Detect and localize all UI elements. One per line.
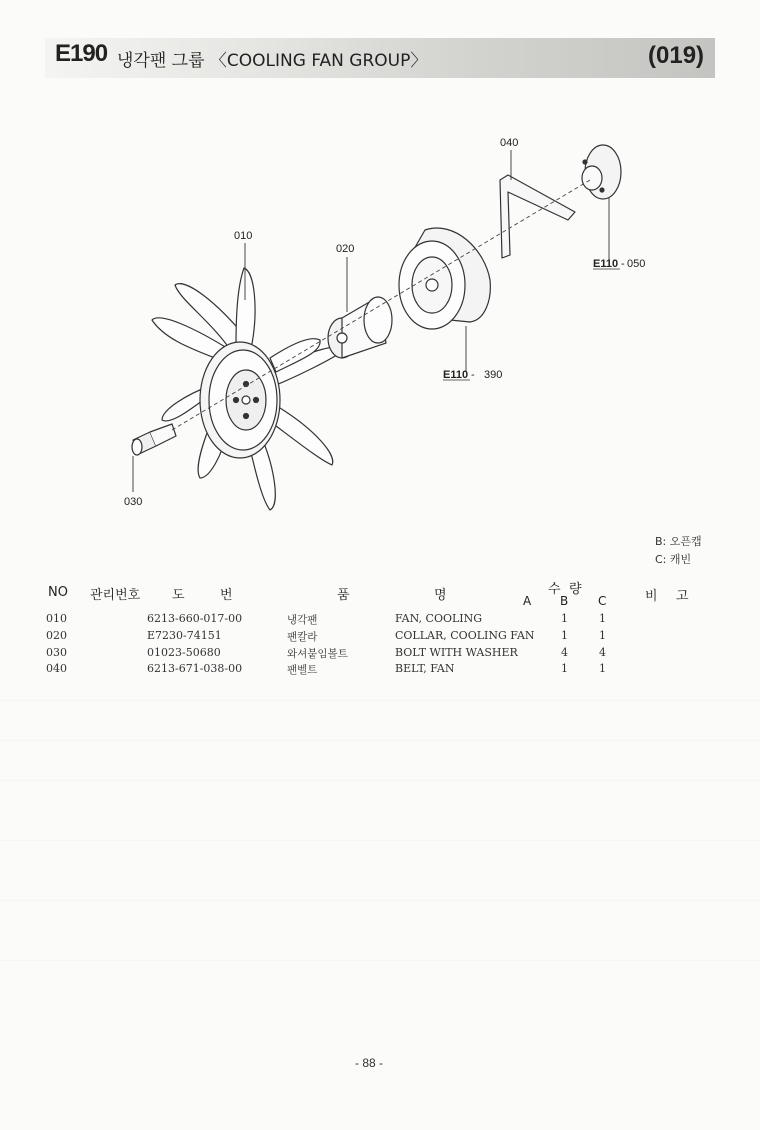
header-remark-1: 비	[645, 589, 658, 604]
row-no: 040	[46, 662, 67, 675]
row-qty-b: 4	[561, 646, 568, 659]
cooling-fan	[152, 268, 345, 510]
callout-ref-pulley-part: E110	[443, 369, 469, 381]
row-name-en: BELT, FAN	[395, 662, 455, 675]
header-qty-1: 수	[548, 582, 561, 597]
cooling-fan-collar	[328, 297, 392, 358]
row-no: 020	[46, 629, 67, 642]
row-name-en: FAN, COOLING	[395, 612, 483, 625]
exploded-parts-diagram	[0, 0, 760, 540]
callout-ref-crank-num: 050	[627, 258, 646, 270]
scan-artifact	[0, 780, 760, 781]
row-name-kr: 팬칼라	[287, 631, 318, 643]
fan-drive-pulley	[399, 228, 490, 329]
row-no: 030	[46, 646, 67, 659]
row-part-number: E7230-74151	[147, 629, 222, 642]
callout-030: 030	[124, 496, 143, 508]
header-col-b: B	[560, 594, 569, 608]
header-remark-2: 고	[676, 589, 689, 604]
callout-010: 010	[234, 230, 253, 242]
scan-artifact	[0, 900, 760, 901]
row-qty-b: 1	[561, 612, 568, 625]
row-name-kr: 냉각팬	[287, 614, 318, 626]
row-part-number: 01023-50680	[147, 646, 221, 659]
scan-artifact	[0, 840, 760, 841]
bolt-with-washer	[132, 424, 176, 455]
callout-ref-crank-part: E110	[593, 258, 619, 270]
header-part-no-1: 도	[172, 588, 185, 603]
header-name-2: 명	[434, 588, 447, 603]
header-qty-2: 량	[569, 582, 582, 597]
scan-artifact	[0, 960, 760, 961]
page-number: - 88 -	[355, 1056, 384, 1070]
note-cabin: C: 캐빈	[655, 553, 692, 566]
callout-ref-pulley-num: 390	[484, 369, 503, 381]
row-qty-c: 1	[599, 612, 606, 625]
crankshaft-pulley	[582, 145, 621, 199]
header-no: NO	[48, 585, 68, 600]
group-title: 냉각팬 그룹 〈COOLING FAN GROUP〉	[117, 51, 428, 71]
header-name-1: 품	[337, 588, 350, 603]
row-part-number: 6213-660-017-00	[147, 612, 243, 625]
row-name-en: BOLT WITH WASHER	[395, 646, 518, 659]
scan-artifact	[0, 740, 760, 741]
callout-040: 040	[500, 137, 519, 149]
row-no: 010	[46, 612, 67, 625]
fan-belt	[500, 175, 575, 258]
row-name-kr: 팬벨트	[287, 664, 318, 676]
header-mgmt-no: 관리번호	[90, 588, 141, 603]
page-code: (019)	[648, 42, 705, 69]
header-col-c: C	[598, 594, 607, 608]
row-qty-c: 1	[599, 662, 606, 675]
header-part-no-2: 번	[220, 588, 233, 603]
row-part-number: 6213-671-038-00	[147, 662, 243, 675]
row-name-en: COLLAR, COOLING FAN	[395, 629, 535, 642]
row-qty-b: 1	[561, 662, 568, 675]
callout-020: 020	[336, 243, 355, 255]
group-code: E190	[55, 40, 108, 67]
note-open-cab: B: 오픈캡	[655, 535, 702, 548]
callout-ref-pulley-dash: -	[471, 369, 475, 381]
row-qty-c: 4	[599, 646, 606, 659]
scan-artifact	[0, 700, 760, 701]
row-qty-c: 1	[599, 629, 606, 642]
header-col-a: A	[523, 594, 532, 608]
row-name-kr: 와셔붙임볼트	[287, 648, 348, 660]
row-qty-b: 1	[561, 629, 568, 642]
callout-ref-crank-dash: -	[621, 258, 625, 270]
